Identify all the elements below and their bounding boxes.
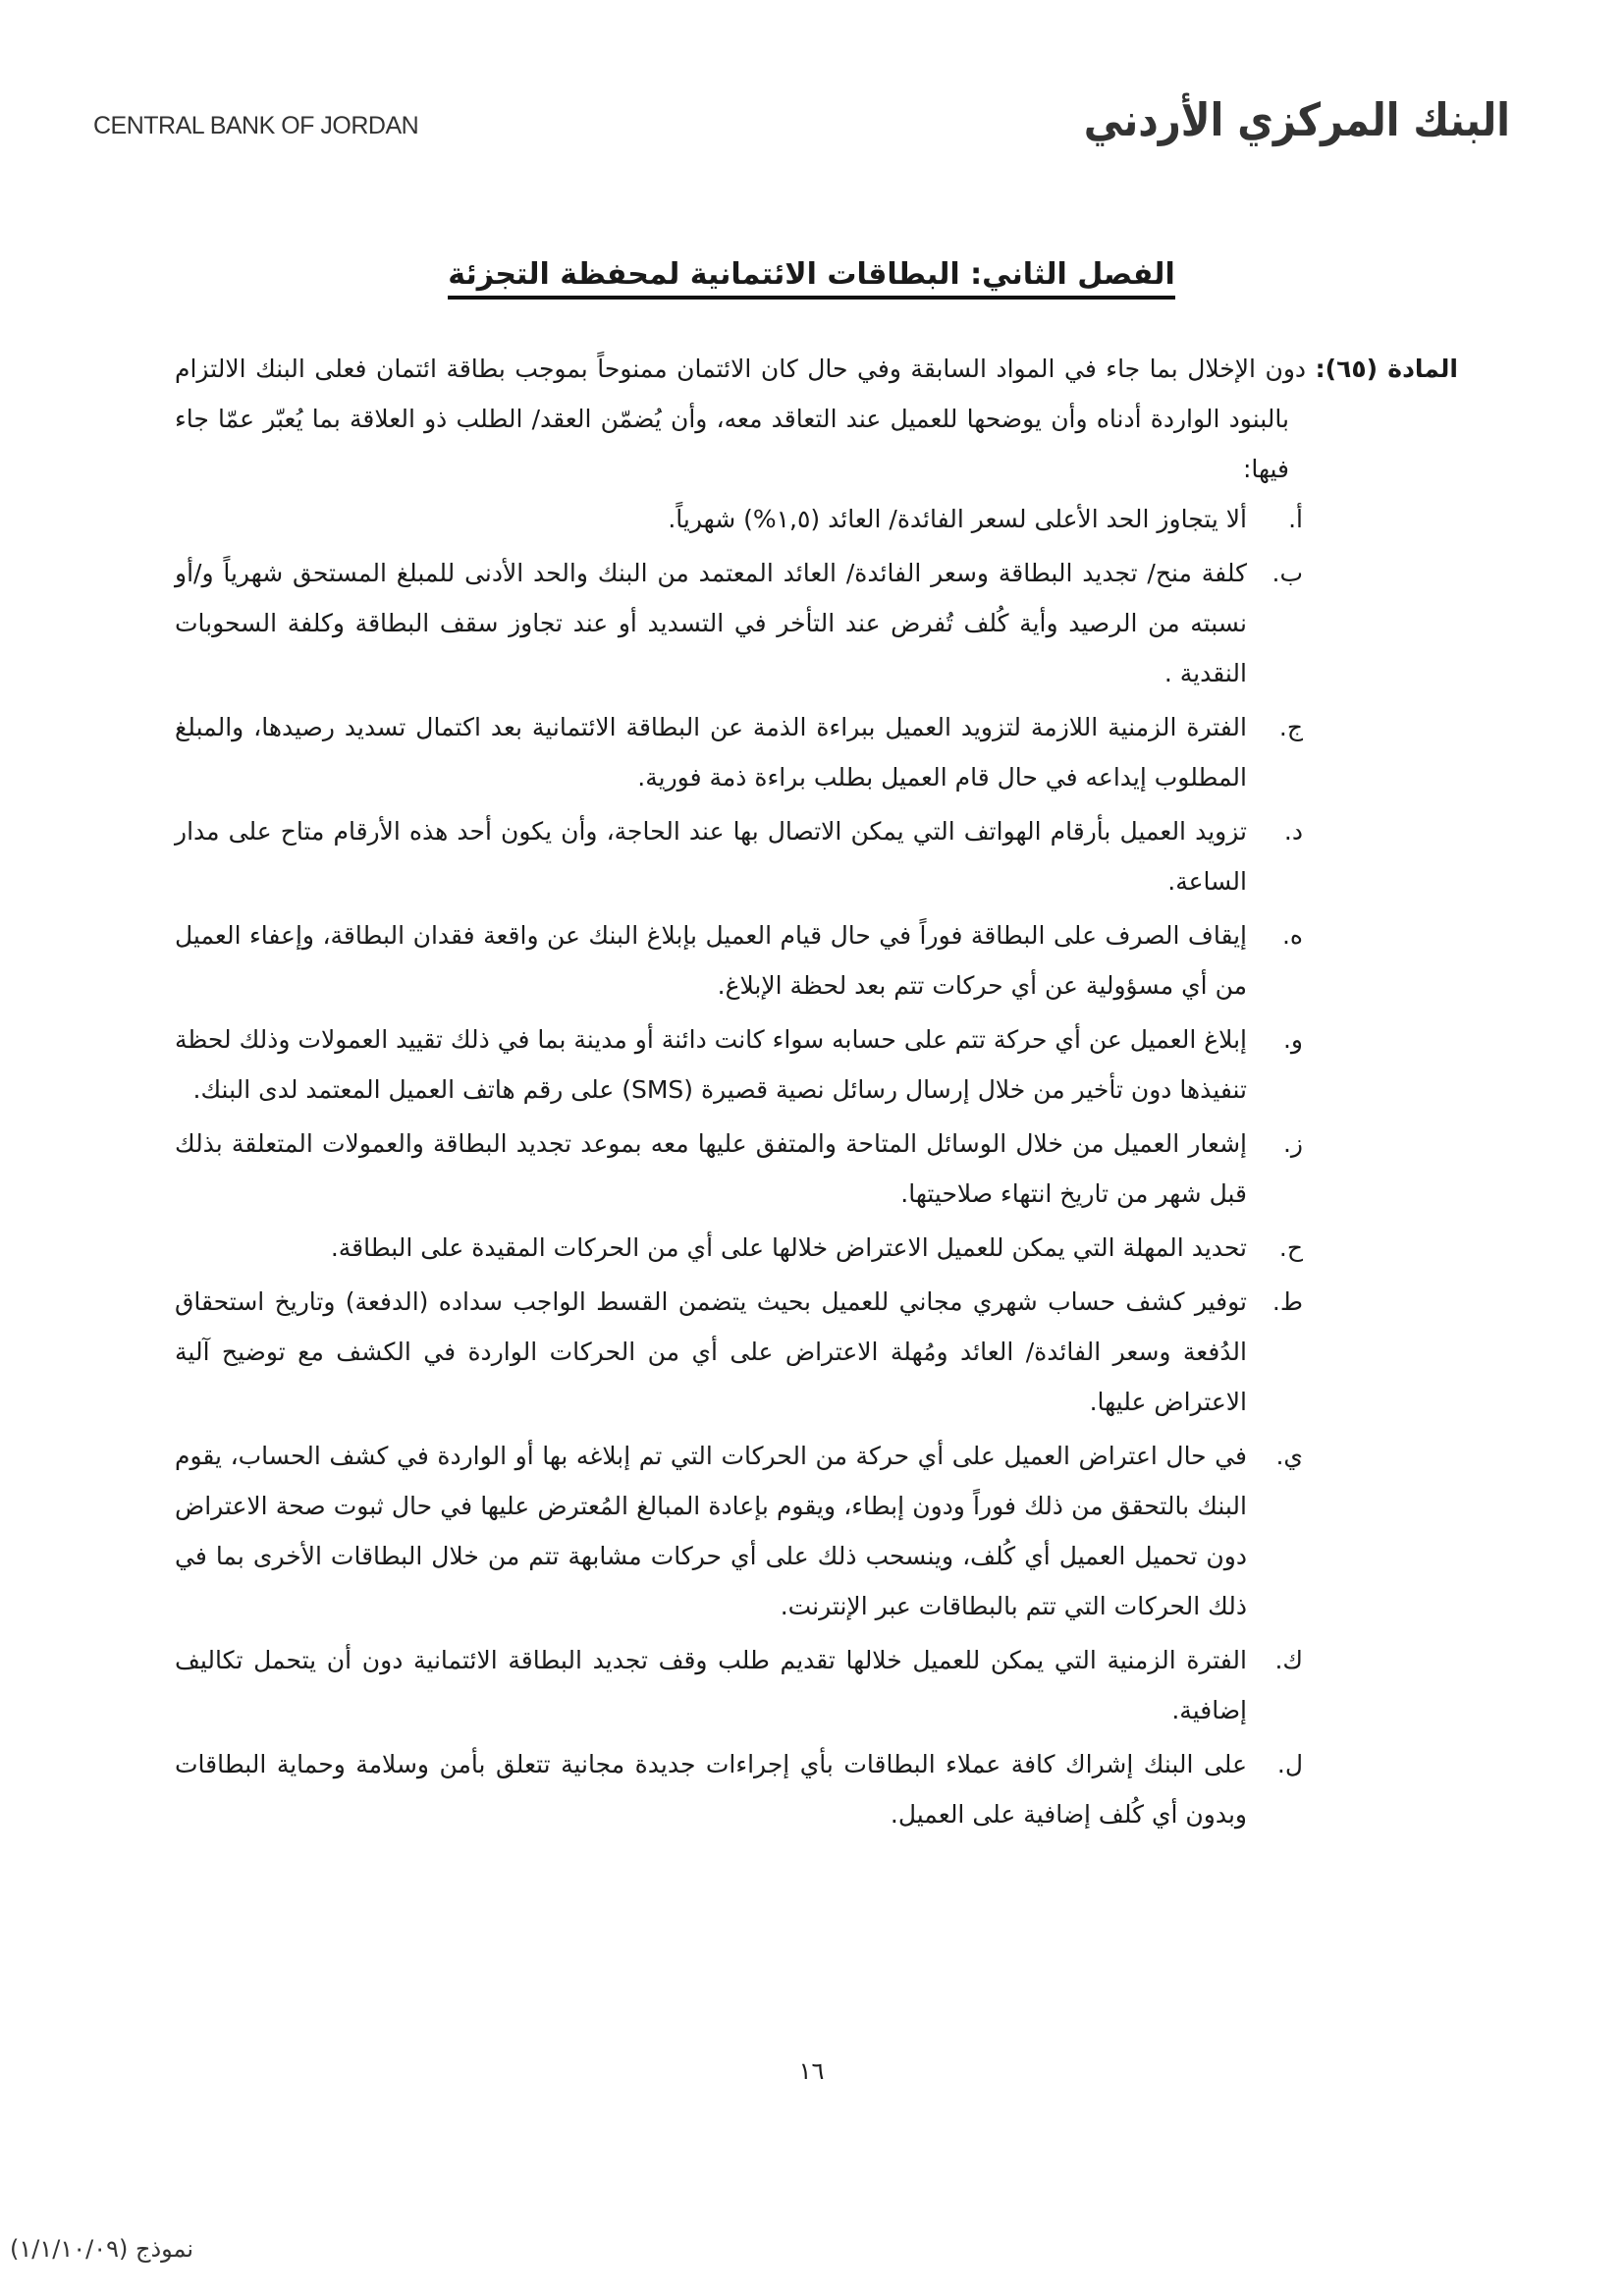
item-letter: ك. bbox=[1274, 1646, 1303, 1674]
item-text: إبلاغ العميل عن أي حركة تتم على حسابه سواء كانت دائنة أو مدينة بما في ذلك تقييد العمولات وذلك لحظة تنفيذها دون تأخير من خلال إرسال رسائل نصية قصيرة (SMS) على رقم هاتف العميل المعتمد لدى البنك. bbox=[174, 1025, 1247, 1104]
item-text: إشعار العميل من خلال الوسائل المتاحة والمتفق عليها معه بموعد تجديد البطاقة والعمولات المتعلقة بذلك قبل شهر من تاريخ انتهاء صلاحيتها. bbox=[175, 1129, 1247, 1208]
item-letter: ط. bbox=[1271, 1287, 1303, 1316]
list-item bbox=[175, 806, 1458, 906]
header-arabic-logo: البنك المركزي الأردني bbox=[1083, 94, 1510, 147]
item-letter: أ. bbox=[1288, 505, 1303, 533]
list-item bbox=[175, 1223, 1458, 1273]
list-item bbox=[175, 910, 1458, 1011]
page-number: ١٦ bbox=[798, 2057, 825, 2085]
chapter-title bbox=[0, 257, 1623, 292]
item-text: الفترة الزمنية اللازمة لتزويد العميل ببراءة الذمة عن البطاقة الائتمانية بعد اكتمال تسديد رصيدها، والمبلغ المطلوب إيداعه في حال قام العميل بطلب براءة ذمة فورية. bbox=[175, 713, 1247, 792]
article-label: المادة (٦٥): bbox=[1315, 355, 1459, 383]
list-item bbox=[175, 1431, 1458, 1631]
item-letter: و. bbox=[1282, 1025, 1303, 1054]
list-item bbox=[175, 1277, 1458, 1427]
item-text: في حال اعتراض العميل على أي حركة من الحركات التي تم إبلاغه بها أو الواردة في كشف الحساب، يقوم البنك بالتحقق من ذلك فوراً ودون إبطاء، ويقوم بإعادة المبالغ المُعترض عليها في حال ثبوت صحة الاعتراض دون تحميل العميل أي كُلف، وينسحب ذلك على أي حركات مشابهة تتم من خلال البطاقات الأخرى بما في ذلك الحركات التي تتم بالبطاقات عبر الإنترنت. bbox=[175, 1442, 1247, 1620]
list-item bbox=[175, 1119, 1458, 1219]
item-letter: ي. bbox=[1275, 1442, 1303, 1470]
item-letter: ح. bbox=[1278, 1233, 1303, 1262]
item-text: الفترة الزمنية التي يمكن للعميل خلالها تقديم طلب وقف تجديد البطاقة الائتمانية دون أن يتحمل تكاليف إضافية. bbox=[175, 1646, 1247, 1724]
item-text: كلفة منح/ تجديد البطاقة وسعر الفائدة/ العائد المعتمد من البنك والحد الأدنى للمبلغ المستحق شهرياً و/أو نسبته من الرصيد وأية كُلف تُفرض عند التأخر في التسديد أو عند تجاوز سقف البطاقة وكلفة السحوبات النقدية . bbox=[175, 559, 1247, 687]
list-item bbox=[175, 1635, 1458, 1735]
list-item bbox=[175, 1739, 1458, 1839]
list-item bbox=[175, 494, 1458, 544]
item-letter: ل. bbox=[1276, 1750, 1303, 1778]
item-text: تزويد العميل بأرقام الهواتف التي يمكن الاتصال بها عند الحاجة، وأن يكون أحد هذه الأرقام متاح على مدار الساعة. bbox=[175, 817, 1247, 896]
article-text: دون الإخلال بما جاء في المواد السابقة وفي حال كان الائتمان ممنوحاً بموجب بطاقة ائتمان فعلى البنك الالتزام بالبنود الواردة أدناه وأن يوضحها للعميل عند التعاقد معه، وأن يُضمّن العقد/ الطلب ذو العلاقة بما يُعبّر عمّا جاء فيها: bbox=[175, 355, 1307, 483]
item-letter: ب. bbox=[1271, 559, 1303, 587]
chapter-title-text: الفصل الثاني: البطاقات الائتمانية لمحفظة التجزئة bbox=[448, 257, 1174, 300]
article-items bbox=[175, 494, 1458, 1839]
header-english-name: CENTRAL BANK OF JORDAN bbox=[93, 112, 419, 139]
item-text: توفير كشف حساب شهري مجاني للعميل بحيث يتضمن القسط الواجب سداده (الدفعة) وتاريخ استحقاق الدُفعة وسعر الفائدة/ العائد ومُهلة الاعتراض على أي من الحركات الواردة في الكشف مع توضيح آلية الاعتراض عليها. bbox=[175, 1287, 1247, 1416]
item-text: على البنك إشراك كافة عملاء البطاقات بأي إجراءات جديدة مجانية تتعلق بأمن وسلامة وحماية البطاقات وبدون أي كُلف إضافية على العميل. bbox=[175, 1750, 1247, 1829]
list-item bbox=[175, 548, 1458, 698]
form-code: نموذج (١/١/١٠/٠٩) bbox=[10, 2235, 194, 2263]
item-letter: ه. bbox=[1281, 921, 1303, 950]
document-body bbox=[175, 344, 1458, 1843]
item-letter: ز. bbox=[1282, 1129, 1303, 1158]
list-item bbox=[175, 1014, 1458, 1115]
item-letter: ج. bbox=[1278, 713, 1303, 741]
list-item bbox=[175, 702, 1458, 802]
item-text: إيقاف الصرف على البطاقة فوراً في حال قيام العميل بإبلاغ البنك عن واقعة فقدان البطاقة، وإعفاء العميل من أي مسؤولية عن أي حركات تتم بعد لحظة الإبلاغ. bbox=[175, 921, 1247, 1000]
article-65 bbox=[175, 344, 1458, 494]
item-text: ألا يتجاوز الحد الأعلى لسعر الفائدة/ العائد (١,٥%) شهرياً. bbox=[668, 505, 1247, 533]
item-letter: د. bbox=[1283, 817, 1303, 846]
item-text: تحديد المهلة التي يمكن للعميل الاعتراض خلالها على أي من الحركات المقيدة على البطاقة. bbox=[330, 1233, 1247, 1262]
